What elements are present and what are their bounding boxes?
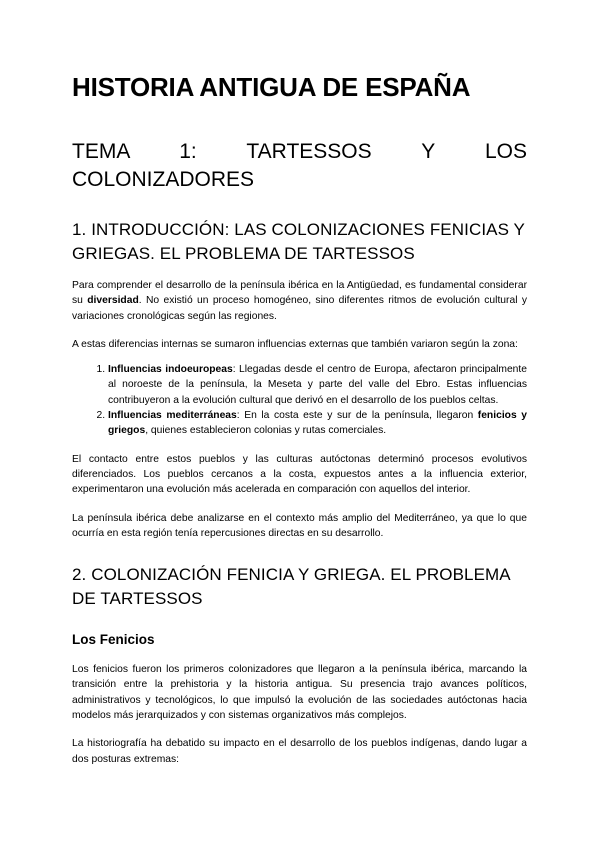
section2-subheading: Los Fenicios [72,632,155,648]
section1-p1-text-a: Para comprender el desarrollo de la península ibérica en la Antigüedad, es fundamental considerar su [72,280,527,307]
document-title: HISTORIA ANTIGUA DE ESPAÑA [72,72,471,102]
section1-paragraph-1 [72,278,527,324]
list-item-bold: Influencias indoeuropeas [108,364,233,376]
influences-list [72,362,527,438]
section1-paragraph-3: El contacto entre estos pueblos y las culturas autóctonas determinó procesos evolutivos diferenciados. Los pueblos cercanos a la costa, expuestos antes a la influencia exterior, experimentaron una evolución más acelerada en comparación con aquellos del interior. [72,453,527,496]
section1-heading: 1. INTRODUCCIÓN: LAS COLONIZACIONES FENICIAS Y GRIEGAS. EL PROBLEMA DE TARTESSOS [72,220,525,263]
document-page [72,70,527,767]
list-item [108,408,527,439]
section1-paragraph-4: La península ibérica debe analizarse en el contexto más amplio del Mediterráneo, ya que lo que ocurría en esta región tenía repercusiones directas en su desarrollo. [72,512,527,539]
section2-heading: 2. COLONIZACIÓN FENICIA Y GRIEGA. EL PROBLEMA DE TARTESSOS [72,565,510,609]
tema-title [72,138,527,194]
tema-title-line1: TEMA 1: TARTESSOS Y LOS [72,140,527,163]
section1-paragraph-2: A estas diferencias internas se sumaron influencias externas que también variaron según la zona: [72,338,518,350]
list-item-text: : En la costa este y sur de la península, llegaron [236,410,478,422]
section2-paragraph-1: Los fenicios fueron los primeros colonizadores que llegaron a la península ibérica, marcando la transición entre la prehistoria y la historia antigua. Su presencia trajo avances políticos, administrativos y tecnológicos, lo que impulsó la evolución de las sociedades autóctonas hacia modelos más jerarquizados y con sistemas organizativos más complejos. [72,664,527,722]
section2-paragraph-2: La historiografía ha debatido su impacto en el desarrollo de los pueblos indígenas, dando lugar a dos posturas extremas: [72,738,527,765]
tema-title-line2: COLONIZADORES [72,168,255,191]
list-item-text-2: , quienes establecieron colonias y rutas comerciales. [145,425,387,437]
list-item-text: : Llegadas desde el centro de Europa, afectaron principalmente al noroeste de la península, la Meseta y parte del valle del Ebro. Estas influencias contribuyeron a la evolución cultural que derivó en el desarrollo de los pueblos celtas. [108,364,527,406]
section1-p1-bold: diversidad [87,295,139,307]
list-item-bold: Influencias mediterráneas [108,410,237,422]
list-item [108,362,527,408]
section1-p1-text-b: . No existió un proceso homogéneo, sino diferentes ritmos de evolución cultural y variaciones cronológicas según las regiones. [72,295,527,322]
list-item-bold-2: fenicios y griegos [108,410,527,437]
